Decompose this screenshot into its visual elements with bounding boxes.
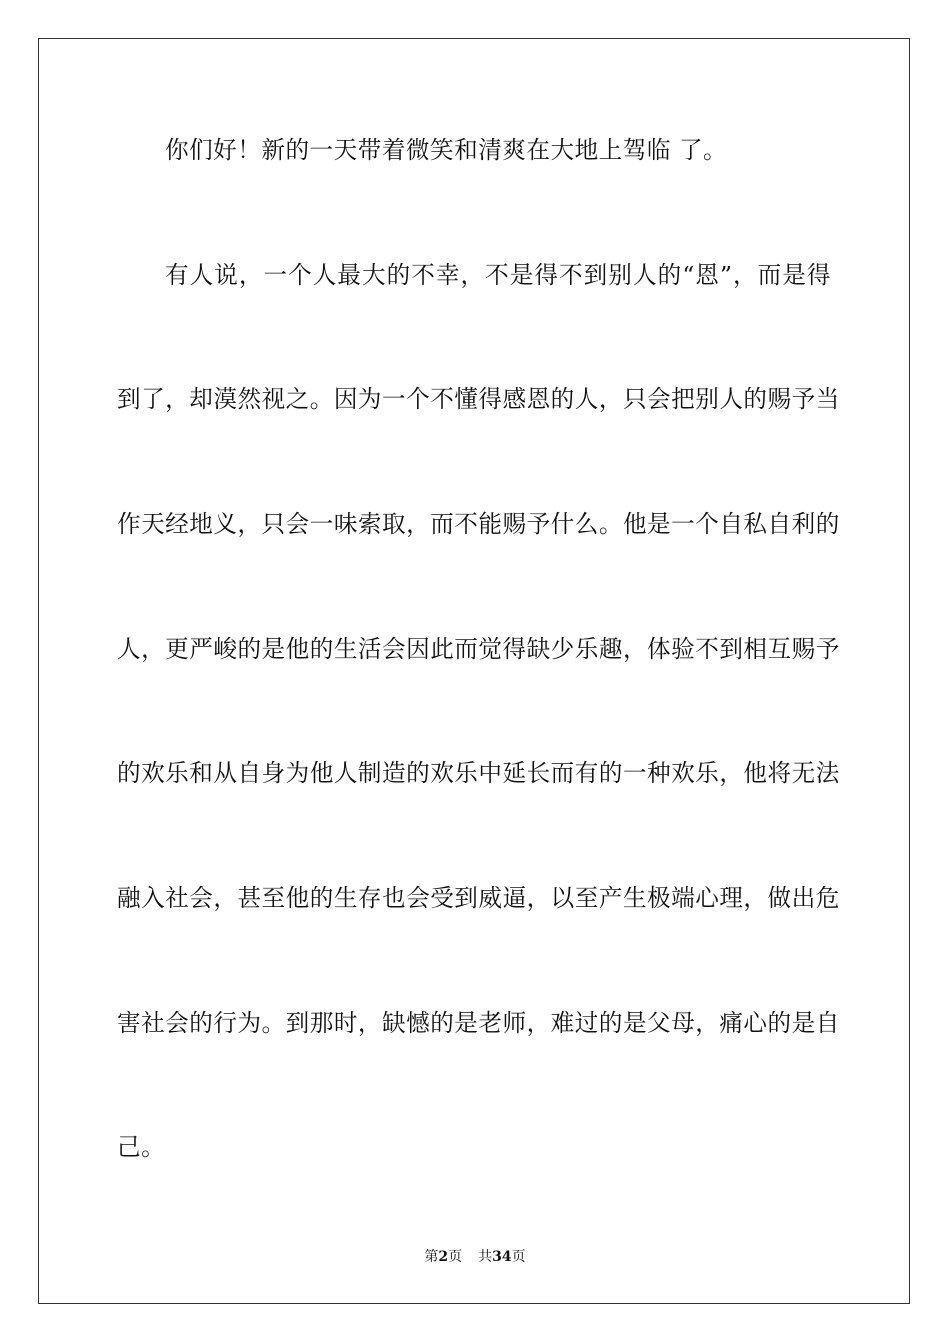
paragraph-line-2: 到了，却漠然视之。因为一个不懂得感恩的人，只会把别人的赐予当 — [117, 385, 840, 413]
total-suffix: 页 — [511, 1249, 526, 1265]
paragraph-line-5: 的欢乐和从自身为他人制造的欢乐中延长而有的一种欢乐，他将无法 — [117, 759, 840, 787]
total-pages: 34 — [492, 1249, 512, 1265]
paragraph-line-6: 融入社会，甚至他的生存也会受到威逼，以至产生极端心理，做出危 — [117, 884, 840, 912]
page-border — [38, 38, 910, 1304]
total-prefix: 共 — [478, 1249, 493, 1265]
paragraph-line-3: 作天经地义，只会一味索取，而不能赐予什么。他是一个自私自利的 — [117, 510, 840, 538]
paragraph-greeting: 你们好！新的一天带着微笑和清爽在大地上驾临 了。 — [165, 136, 728, 164]
paragraph-line-4: 人，更严峻的是他的生活会因此而觉得缺少乐趣，体验不到相互赐予 — [117, 635, 840, 663]
page-footer — [0, 1248, 950, 1266]
paragraph-line-8: 己。 — [117, 1133, 166, 1161]
page-number: 2 — [438, 1249, 449, 1265]
paragraph-line-1: 有人说，一个人最大的不幸，不是得不到别人的“恩”，而是得 — [165, 261, 831, 289]
page-prefix: 第 — [424, 1249, 439, 1265]
paragraph-line-7: 害社会的行为。到那时，缺憾的是老师，难过的是父母，痛心的是自 — [117, 1009, 840, 1037]
page-suffix: 页 — [448, 1249, 463, 1265]
